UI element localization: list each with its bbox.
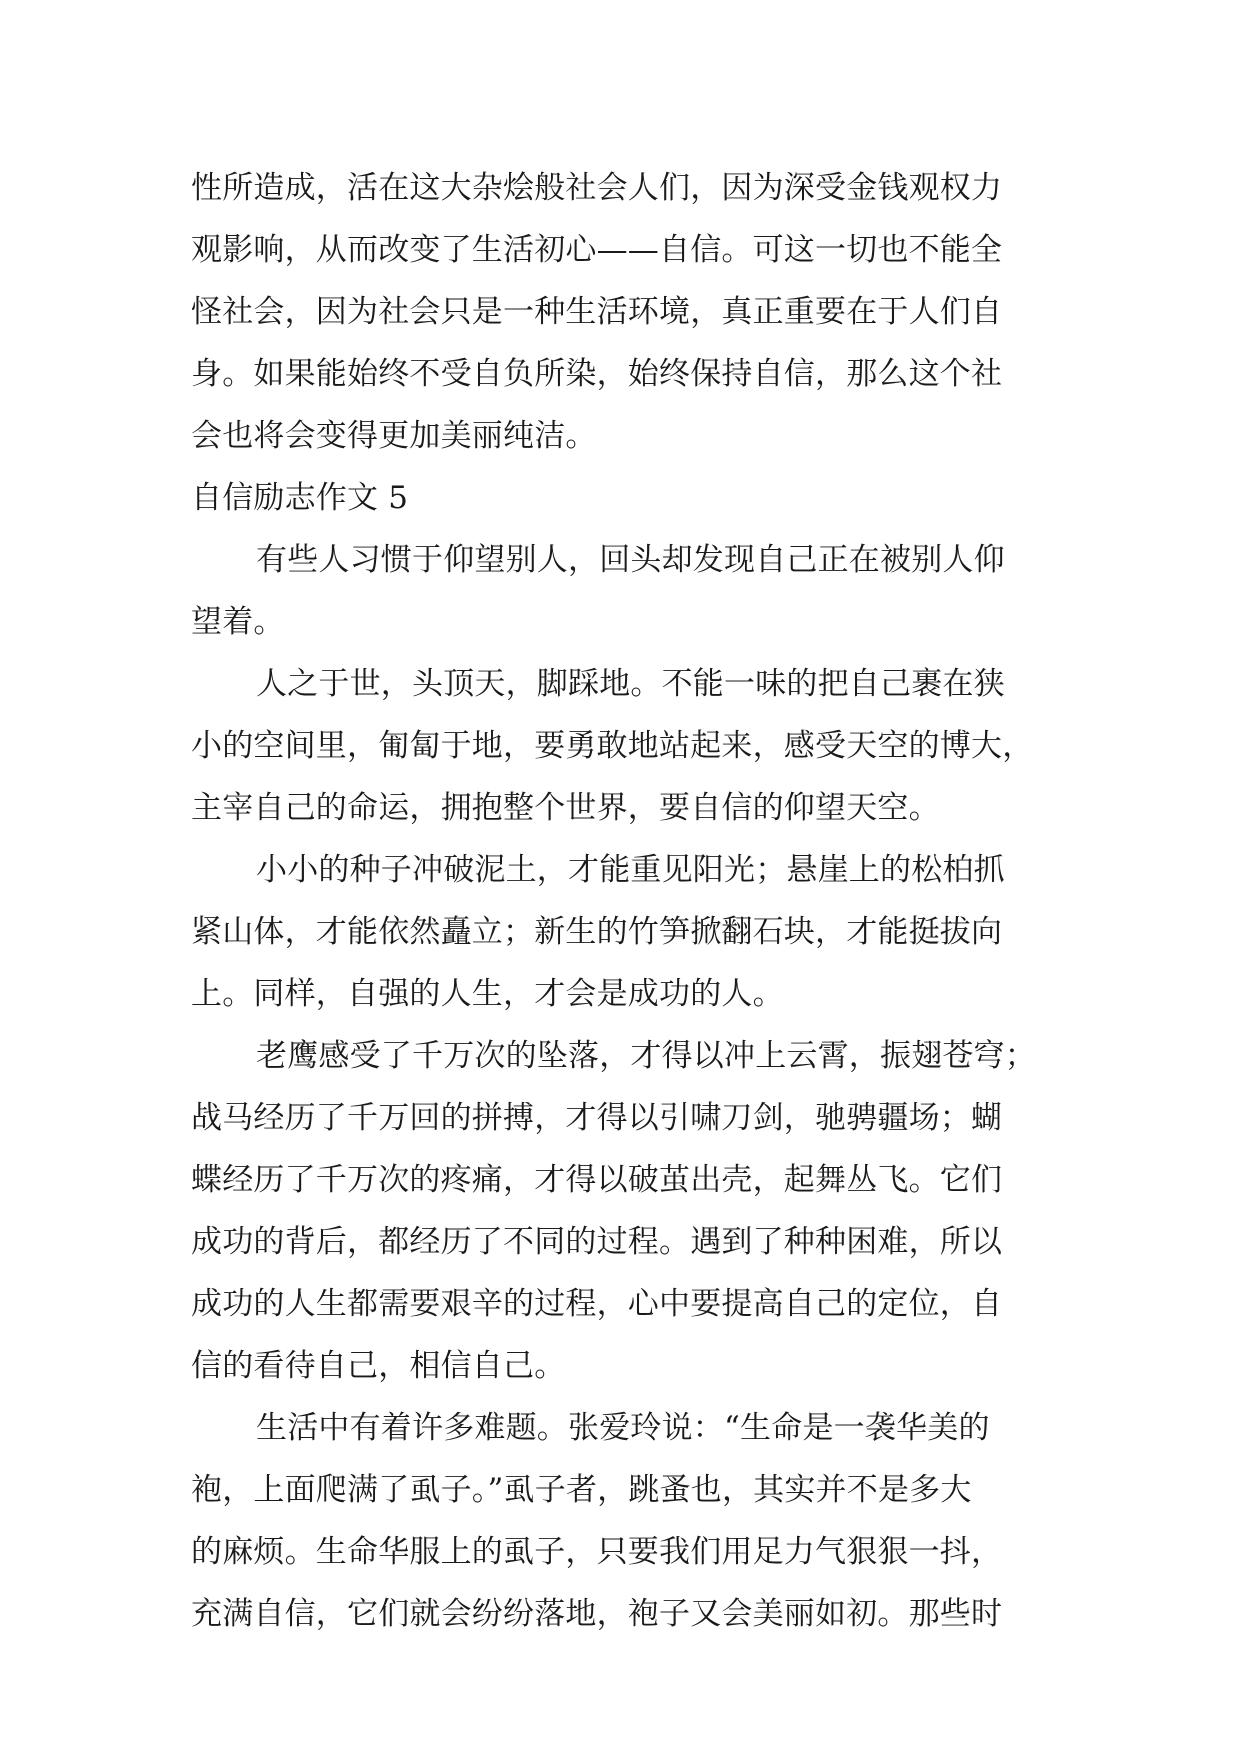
paragraph-line: 袍，上面爬满了虱子。”虱子者，跳蚤也，其实并不是多大 <box>191 1472 972 1508</box>
paragraph-line: 蝶经历了千万次的疼痛，才得以破茧出壳，起舞丛飞。它们 <box>191 1162 1003 1198</box>
paragraph-line: 主宰自己的命运，拥抱整个世界，要自信的仰望天空。 <box>191 790 940 826</box>
paragraph-line: 老鹰感受了千万次的坠落，才得以冲上云霄，振翅苍穹； <box>256 1038 1036 1074</box>
paragraph-line: 望着。 <box>191 604 285 640</box>
paragraph-line: 成功的背后，都经历了不同的过程。遇到了种种困难，所以 <box>191 1224 1003 1260</box>
paragraph-line: 有些人习惯于仰望别人，回头却发现自己正在被别人仰 <box>256 542 1005 578</box>
paragraph-line: 观影响，从而改变了生活初心——自信。可这一切也不能全 <box>191 232 1003 268</box>
paragraph-line: 小的空间里，匍匐于地，要勇敢地站起来，感受天空的博大， <box>191 728 1034 764</box>
paragraph-line: 生活中有着许多难题。张爱玲说：“生命是一袭华美的 <box>256 1410 990 1446</box>
paragraph-line: 信的看待自己，相信自己。 <box>191 1348 566 1384</box>
paragraph-line: 性所造成，活在这大杂烩般社会人们，因为深受金钱观权力 <box>191 170 1003 206</box>
paragraph-line: 上。同样，自强的人生，才会是成功的人。 <box>191 976 784 1012</box>
paragraph-line: 的麻烦。生命华服上的虱子，只要我们用足力气狠狠一抖， <box>191 1534 1003 1570</box>
paragraph-line: 怪社会，因为社会只是一种生活环境，真正重要在于人们自 <box>191 294 1003 330</box>
paragraph-line: 充满自信，它们就会纷纷落地，袍子又会美丽如初。那些时 <box>191 1596 1003 1632</box>
paragraph-line: 会也将会变得更加美丽纯洁。 <box>191 418 597 454</box>
paragraph-line: 小小的种子冲破泥土，才能重见阳光；悬崖上的松柏抓 <box>256 852 1005 888</box>
paragraph-line: 战马经历了千万回的拼搏，才得以引啸刀剑，驰骋疆场；蝴 <box>191 1100 1003 1136</box>
paragraph-line: 人之于世，头顶天，脚踩地。不能一味的把自己裹在狭 <box>256 666 1005 702</box>
section-heading: 自信励志作文 5 <box>191 480 409 516</box>
document-body <box>191 157 1051 1645</box>
paragraph-line: 身。如果能始终不受自负所染，始终保持自信，那么这个社 <box>191 356 1003 392</box>
paragraph-line: 成功的人生都需要艰辛的过程，心中要提高自己的定位，自 <box>191 1286 1003 1322</box>
paragraph-line: 紧山体，才能依然矗立；新生的竹笋掀翻石块，才能挺拔向 <box>191 914 1003 950</box>
